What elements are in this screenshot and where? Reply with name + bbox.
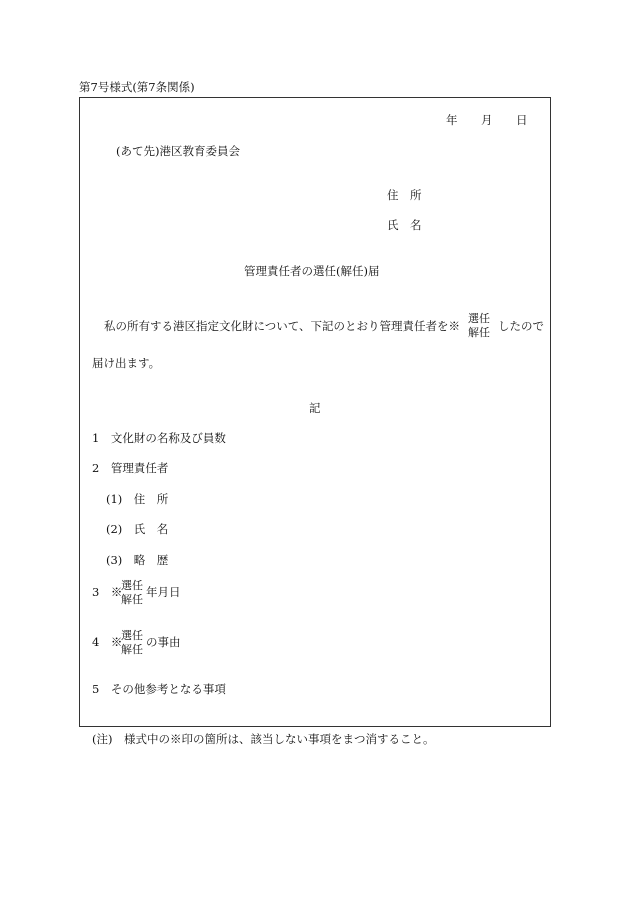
date-month: 月 — [481, 113, 493, 127]
choice-appoint: 選任 — [468, 312, 490, 325]
item-3-dismiss: 解任 — [121, 592, 143, 606]
form-label: 第7号様式(第7条関係) — [79, 80, 195, 94]
document-title: 管理責任者の選任(解任)届 — [244, 264, 380, 278]
item-5: 5 その他参考となる事項 — [92, 682, 226, 696]
item-2-sub-3: (3) 略 歴 — [106, 553, 169, 567]
body-lead: 私の所有する港区指定文化財について、下記のとおり管理責任者を※ — [104, 319, 461, 333]
item-4-suffix: の事由 — [146, 635, 181, 649]
item-1: 1 文化財の名称及び員数 — [92, 431, 226, 445]
footnote: (注) 様式中の※印の箇所は、該当しない事項をまつ消すること。 — [92, 732, 435, 746]
ki-heading: 記 — [309, 401, 321, 415]
item-4-choice — [121, 629, 143, 657]
item-3-suffix: 年月日 — [146, 585, 181, 599]
item-2: 2 管理責任者 — [92, 461, 169, 475]
date-day: 日 — [516, 113, 528, 127]
item-4-appoint: 選任 — [121, 629, 143, 642]
item-3-appoint: 選任 — [121, 579, 143, 592]
item-3-choice — [121, 579, 143, 607]
name-label: 氏 名 — [387, 218, 422, 232]
item-4-prefix: 4 ※ — [92, 635, 123, 649]
date-year: 年 — [446, 113, 458, 127]
addressee: (あて先)港区教育委員会 — [116, 144, 240, 158]
item-4-dismiss: 解任 — [121, 642, 143, 656]
body-line2: 届け出ます。 — [92, 356, 161, 370]
body-tail: したので — [498, 319, 544, 333]
body-choice — [468, 312, 490, 340]
item-2-sub-1: (1) 住 所 — [106, 492, 169, 506]
item-2-sub-2: (2) 氏 名 — [106, 522, 169, 536]
item-3-prefix: 3 ※ — [92, 585, 123, 599]
address-label: 住 所 — [387, 188, 422, 202]
choice-dismiss: 解任 — [468, 325, 490, 339]
